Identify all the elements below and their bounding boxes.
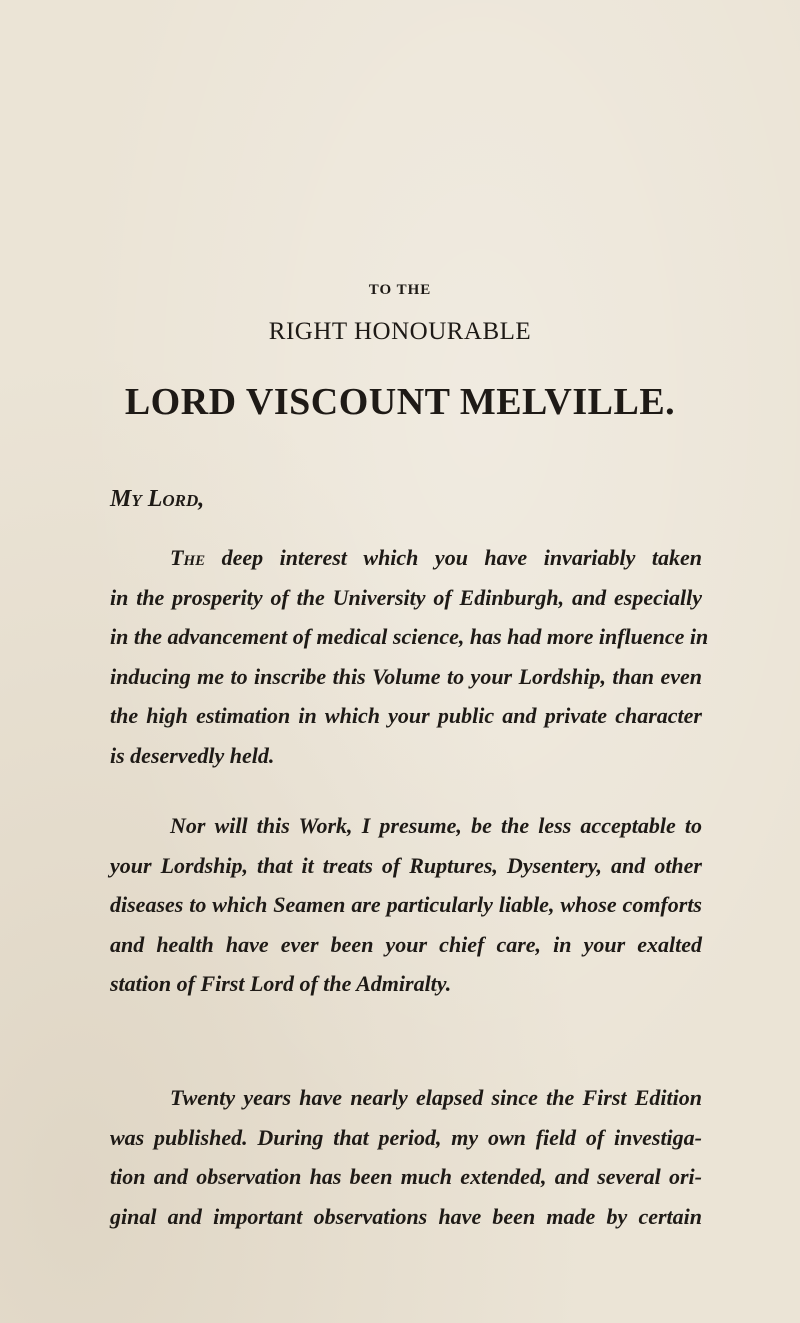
paragraph-3 <box>110 1078 702 1236</box>
paragraph-line: diseases to which Seamen are particularly liable, whose comforts <box>110 892 702 917</box>
paragraph-line: in the prosperity of the University of Edinburgh, and especially <box>110 584 702 610</box>
dedication-to-the: TO THE <box>368 282 432 298</box>
paragraph-line: your Lordship, that it treats of Ruptures, Dysentery, and other <box>110 852 702 878</box>
paragraph-line: Nor will this Work, I presume, be the less acceptable to <box>170 813 702 838</box>
paragraph-line: the high estimation in which your public and private character <box>110 703 702 728</box>
paragraph-2 <box>110 806 702 1004</box>
salutation: My Lord, <box>110 486 205 512</box>
paragraph-line: ginal and important observations have been made by certain <box>110 1203 702 1229</box>
paragraph-line: in the advancement of medical science, has had more influence in <box>110 624 709 649</box>
paragraph-line: and health have ever been your chief care, in your exalted <box>110 931 702 957</box>
paragraph-line: tion and observation has been much extended, and several ori- <box>110 1164 702 1189</box>
paragraph-line: was published. During that period, my own field of investiga- <box>110 1124 702 1150</box>
paragraph-line: station of First Lord of the Admiralty. <box>110 971 452 996</box>
paragraph-line: is deservedly held. <box>110 742 275 768</box>
dedication-right-honourable: RIGHT HONOURABLE <box>268 318 532 345</box>
dedication-recipient: LORD VISCOUNT MELVILLE. <box>124 381 676 423</box>
paragraph-line: Twenty years have nearly elapsed since the First Edition <box>170 1085 702 1110</box>
paragraph-line: inducing me to inscribe this Volume to your Lordship, than even <box>110 663 702 689</box>
paragraph-line: The deep interest which you have invariably taken <box>170 545 702 570</box>
paragraph-1 <box>110 538 709 775</box>
